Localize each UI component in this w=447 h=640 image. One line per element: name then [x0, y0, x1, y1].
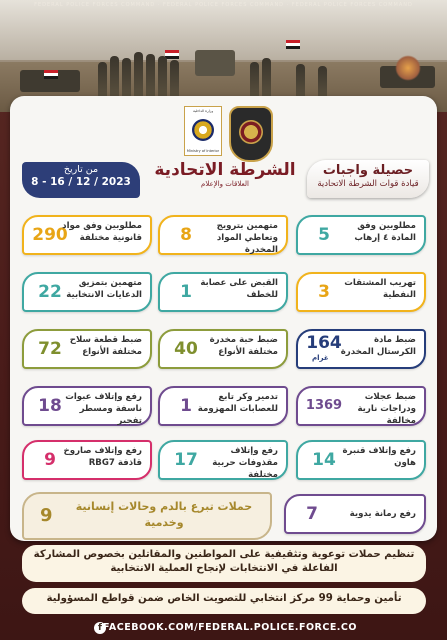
stat-tile — [158, 215, 288, 255]
banner-ticker: FEDERAL POLICE FORCES COMMAND · FEDERAL POLICE FORCES COMMAND · FEDERAL POLICE FORCES COMMAND — [34, 2, 413, 8]
stat-tile — [158, 329, 288, 369]
iraq-flag-icon — [165, 50, 179, 59]
info-text: تنظيم حملات توعوية وتثقيفية على المواطنين والمقاتلين بخصوص المشاركة الفاعلة في الانتخابات لإنجاح العملية الانتخابية — [33, 549, 415, 574]
stat-value: 8 — [180, 225, 192, 245]
date-range: 8 - 16 / 12 / 2023 — [31, 176, 131, 188]
stat-tile — [22, 215, 152, 255]
campaign-value: 9 — [40, 505, 53, 526]
stat-tile — [296, 440, 426, 480]
stat-value: 72 — [38, 339, 62, 359]
stat-value: 18 — [38, 396, 62, 416]
stat-label: رفع وإتلاف عبوات ناسفة ومسطر تفجير — [65, 392, 142, 426]
stat-value: 22 — [38, 282, 62, 302]
stat-tile — [22, 440, 152, 480]
stat-tile — [296, 215, 426, 255]
stat-tile — [284, 494, 426, 534]
campaign-label: حملات تبرع بالدم وحالات إنسانية وخدمية — [75, 500, 253, 529]
stat-value: 3 — [318, 282, 330, 302]
stat-tile — [158, 440, 288, 480]
vehicle-image — [195, 50, 235, 76]
ministry-name-bottom: Ministry of Interior — [186, 149, 220, 153]
stat-value: 5 — [318, 225, 330, 245]
facebook-url[interactable]: FACEBOOK.COM/FEDERAL.POLICE.FORCE.CO — [103, 622, 357, 633]
explosion-image — [395, 55, 421, 81]
report-title: حصيلة واجبات — [322, 163, 414, 178]
stat-label: رفع وإتلاف قنبرة هاون — [342, 446, 416, 468]
stat-tile — [158, 272, 288, 312]
stat-value: 1 — [180, 282, 192, 302]
stat-label: متهمين بترويج وتعاطي المواد المخدرة — [216, 221, 278, 255]
stat-label: ضبط قطعة سلاح مختلفة الأنواع — [69, 335, 142, 357]
stat-value: 14 — [312, 450, 336, 470]
iraq-flag-icon — [44, 70, 58, 79]
info-text: تأمين وحماية 99 مركز انتخابي للتصويت الخاص ضمن قواطع المسؤولية — [46, 593, 402, 604]
org-title — [150, 160, 300, 188]
stat-value: 40 — [174, 339, 198, 359]
stat-label: تهريب المشتقات النفطية — [344, 278, 416, 300]
date-box — [22, 162, 140, 198]
stat-label: ضبط عجلات ودراجات نارية مخالفة — [357, 392, 416, 426]
stat-label: رفع وإتلاف مقذوفات حربية مختلفة — [212, 446, 278, 480]
stat-value: 17 — [174, 450, 198, 470]
stat-tile — [296, 329, 426, 369]
stat-label: مطلوبين وفق مواد قانونية مختلفة — [62, 221, 142, 243]
stat-tile — [296, 272, 426, 312]
campaign-tile — [22, 492, 272, 540]
stat-label: متهمين بتمزيق الدعايات الانتخابية — [66, 278, 142, 300]
stat-label: مطلوبين وفق المادة ٤ إرهاب — [354, 221, 416, 243]
soldier-figure — [146, 54, 155, 102]
stat-tile — [296, 386, 426, 426]
stat-value: 290 — [32, 225, 68, 245]
info-banner-awareness — [22, 545, 426, 582]
stat-value: 9 — [44, 450, 56, 470]
ministry-name-top: وزارة الداخلية — [192, 109, 214, 113]
info-banner-security — [22, 588, 426, 614]
stat-label: ضبط حبة مخدرة مختلفة الأنواع — [209, 335, 278, 357]
report-title-box — [307, 160, 429, 198]
stat-tile — [158, 386, 288, 426]
stat-label: ضبط مادة الكرستال المخدرة — [340, 335, 416, 357]
soldier-figure — [134, 52, 143, 102]
stat-value: 7 — [306, 504, 318, 524]
stat-tile — [22, 272, 152, 312]
stat-label: القبض على عصابة للخطف — [200, 278, 278, 300]
stat-label: رفع وإتلاف صاروخ قاذفة RBG7 — [63, 446, 142, 468]
stat-tile — [22, 386, 152, 426]
stat-label: تدمير وكر تابع للعصابات المهزومة — [197, 392, 278, 414]
stat-tile — [22, 329, 152, 369]
stat-value: 1369 — [305, 398, 343, 413]
federal-police-emblem-icon — [229, 106, 273, 162]
ministry-seal-icon — [184, 106, 222, 156]
stat-value: 1 — [180, 396, 192, 416]
org-department: العلاقات والإعلام — [201, 180, 249, 188]
report-subtitle: قيادة قوات الشرطة الاتحادية — [317, 179, 419, 189]
org-name: الشرطة الاتحادية — [154, 160, 296, 180]
facebook-icon: f — [94, 622, 106, 634]
stat-value: 164 — [306, 333, 342, 353]
stat-unit: غرام — [312, 354, 329, 362]
stat-label: رفع رمانة يدوية — [349, 509, 416, 519]
iraq-flag-icon — [286, 40, 300, 49]
date-label: من تاريخ — [63, 164, 99, 175]
